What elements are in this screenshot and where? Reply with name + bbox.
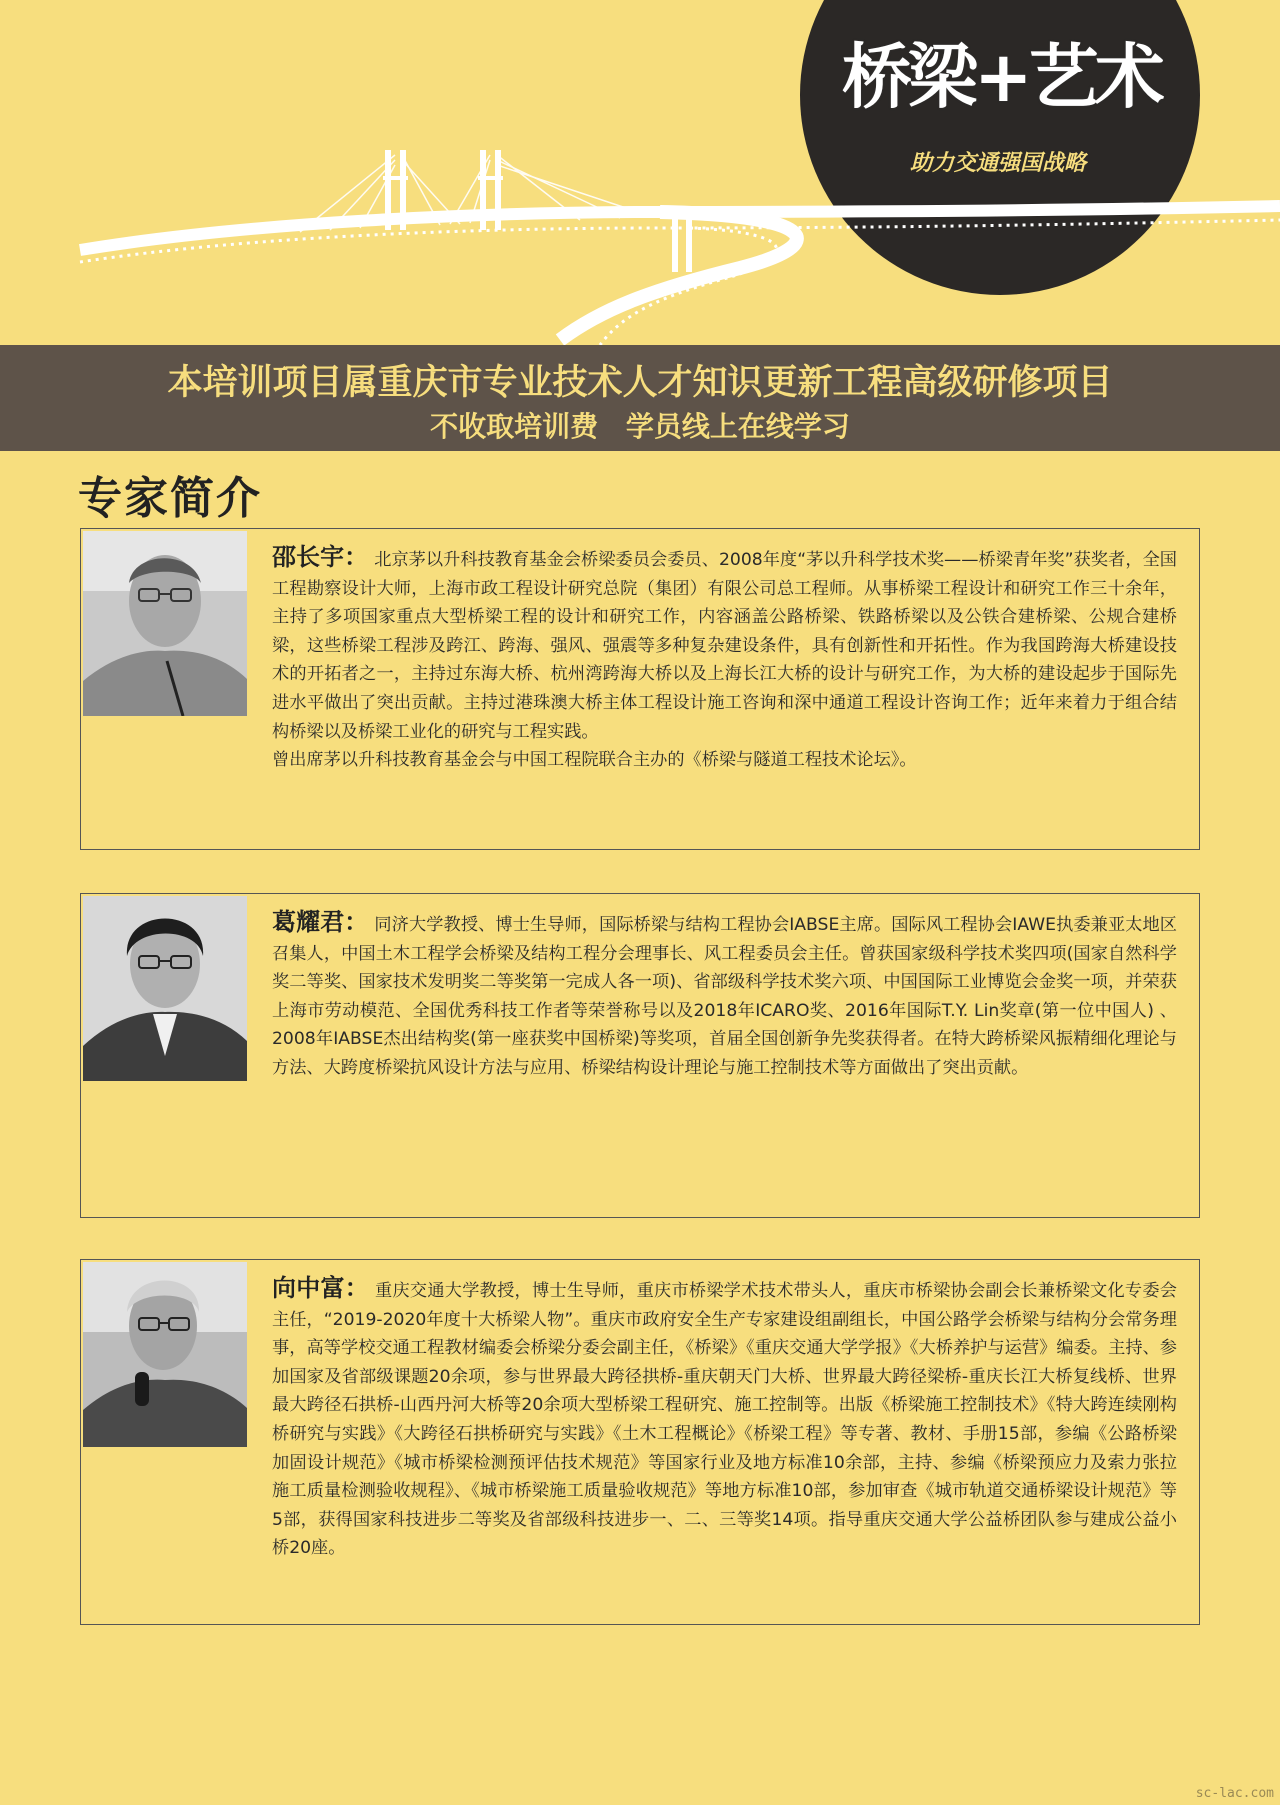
- expert-bio-note: 曾出席茅以升科技教育基金会与中国工程院联合主办的《桥梁与隧道工程技术论坛》。: [272, 750, 917, 771]
- watermark: sc-lac.com: [1195, 1786, 1274, 1801]
- expert-photo: [83, 896, 247, 1081]
- expert-name: 向中富：: [272, 1274, 370, 1302]
- expert-bio: [272, 543, 1177, 775]
- brand-title: 桥梁+艺术: [842, 36, 1161, 118]
- expert-bio-text: 重庆交通大学教授，博士生导师，重庆市桥梁学术技术带头人，重庆市桥梁协会副会长兼桥梁文化专委会主任，“2019-2020年度十大桥梁人物”。重庆市政府安全生产专家建设组副组长，中国公路学会桥梁与结构分会常务理事，高等学校交通工程教材编委会桥梁分委会副主任，《桥梁》《重庆交通大学学报》《大桥养护与运营》编委。主持、参加国家及省部级课题20余项，参与世界最大跨径拱桥-重庆朝天门大桥、世界最大跨径梁桥-重庆长江大桥复线桥、世界最大跨径石拱桥-山西丹河大桥等20余项大型桥梁工程研究、施工控制等。出版《桥梁施工控制技术》《特大跨连续刚构桥研究与实践》《大跨径石拱桥研究与实践》《土木工程概论》《桥梁工程》等专著、教材、手册15部，参编《公路桥梁加固设计规范》《城市桥梁检测预评估技术规范》等国家行业及地方标准10余部，主持、参编《桥梁预应力及索力张拉施工质量检测验收规程》、《城市桥梁施工质量验收规范》等地方标准10部，参加审查《城市轨道交通桥梁设计规范》等5部，获得国家科技进步二等奖及省部级科技进步一、二、三等奖14项。指导重庆交通大学公益桥团队参与建成公益小桥20座。: [272, 1281, 1177, 1559]
- expert-bio-text: 北京茅以升科技教育基金会桥梁委员会委员、2008年度“茅以升科学技术奖——桥梁青年奖”获奖者，全国工程勘察设计大师，上海市政工程设计研究总院（集团）有限公司总工程师。从事桥梁工程设计和研究工作三十余年，主持了多项国家重点大型桥梁工程的设计和研究工作，内容涵盖公路桥梁、铁路桥梁以及公铁合建桥梁、公规合建桥梁，这些桥梁工程涉及跨江、跨海、强风、强震等多种复杂建设条件，具有创新性和开拓性。作为我国跨海大桥建设技术的开拓者之一，主持过东海大桥、杭州湾跨海大桥以及上海长江大桥的设计与研究工作，为大桥的建设起步于国际先进水平做出了突出贡献。主持过港珠澳大桥主体工程设计施工咨询和深中通道工程设计咨询工作；近年来着力于组合结构桥梁以及桥梁工业化的研究与工程实践。: [272, 550, 1177, 742]
- expert-card: [80, 893, 1200, 1218]
- expert-bio-text: 同济大学教授、博士生导师，国际桥梁与结构工程协会IABSE主席。国际风工程协会IAWE执委兼亚太地区召集人，中国土木工程学会桥梁及结构工程分会理事长、风工程委员会主任。曾获国家级科学技术奖四项(国家自然科学奖二等奖、国家技术发明奖二等奖第一完成人各一项)、省部级科学技术奖六项、中国国际工业博览会金奖一项，并荣获上海市劳动模范、全国优秀科技工作者等荣誉称号以及2018年ICARO奖、2016年国际T.Y. Lin奖章(第一位中国人) 、2008年IABSE杰出结构奖(第一座获奖中国桥梁)等奖项，首届全国创新争先奖获得者。在特大跨桥梁风振精细化理论与方法、大跨度桥梁抗风设计方法与应用、桥梁结构设计理论与施工控制技术等方面做出了突出贡献。: [272, 915, 1177, 1078]
- expert-photo: [83, 531, 247, 716]
- section-title: 专家简介: [78, 473, 262, 524]
- brand-subtitle: 助力交通强国战略: [910, 151, 1087, 176]
- banner-headline: 本培训项目属重庆市专业技术人才知识更新工程高级研修项目: [167, 363, 1113, 403]
- expert-name: 葛耀君：: [272, 908, 369, 936]
- expert-bio: [272, 908, 1177, 1083]
- expert-bio: [272, 1274, 1177, 1563]
- expert-photo: [83, 1262, 247, 1447]
- expert-card: [80, 1259, 1200, 1625]
- hero-section: [0, 0, 1280, 345]
- expert-name: 邵长宇：: [272, 543, 369, 571]
- banner-subline: 不收取培训费 学员线上在线学习: [430, 410, 850, 443]
- program-banner: [0, 345, 1280, 451]
- expert-card: [80, 528, 1200, 850]
